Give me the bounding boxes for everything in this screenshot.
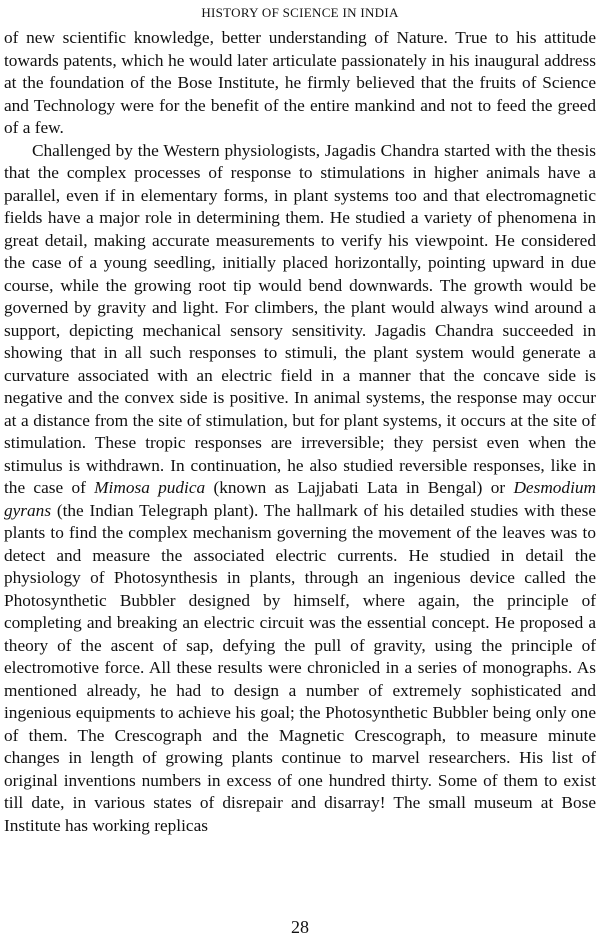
paragraph-2-part-b: (known as Lajjabati Lata in Bengal) or [205,478,514,497]
species-name-desmodium: Desmodium gyrans [4,478,596,520]
paragraph-2 [4,140,596,838]
paragraph-1: of new scientific knowledge, better understanding of Nature. True to his attitude towards patents, which he would later articulate passionately in his inaugural address at the foundation of the Bose Institute, he firmly believed that the fruits of Science and Technology were for the benefit of the entire mankind and not to feed the greed of a few. [4,28,596,137]
running-head: HISTORY OF SCIENCE IN INDIA [201,5,399,20]
paragraph-2-part-a: Challenged by the Western physiologists, Jagadis Chandra started with the thesis that the complex processes of response to stimulations in higher animals have a parallel, even if in elementary forms, in plant systems too and that electromagnetic fields have a major role in determining them. He studied a variety of phenomena in great detail, making accurate measurements to verify his viewpoint. He considered the case of a young seedling, initially placed horizontally, pointing upward in due course, while the growing root tip would bend downwards. The growth would be governed by gravity and light. For climbers, the plant would always wind around a support, depicting mechanical sensory sensitivity. Jagadis Chandra succeeded in showing that in all such responses to stimuli, the plant system would generate a curvature associated with an electric field in a manner that the concave side is negative and the convex side is positive. In animal systems, the response may occur at a distance from the site of stimulation, but for plant systems, it occurs at the site of stimulation. These tropic responses are irreversible; they persist even when the stimulus is withdrawn. In continuation, he also studied reversible responses, like in the case of [4,140,596,497]
paragraph-2-part-c: (the Indian Telegraph plant). The hallmark of his detailed studies with these plants to find the complex mechanism governing the movement of the leaves was to detect and measure the associated electric currents. He studied in detail the physiology of Photosynthesis in plants, through an ingenious device called the Photosynthetic Bubbler designed by himself, where again, the principle of completing and breaking an electric circuit was the essential concept. He proposed a theory of the ascent of sap, defying the pull of gravity, using the principle of electromotive force. All these results were chronicled in a series of monographs. As mentioned already, he had to design a number of extremely sophisticated and ingenious equipments to achieve his goal; the Photosynthetic Bubbler being only one of them. The Crescograph and the Magnetic Crescograph, to measure minute changes in length of growing plants continue to marvel researchers. His list of original inventions numbers in excess of one hundred thirty. Some of them to exist till date, in various states of disrepair and disarray! The small museum at Bose Institute has working replicas [4,500,596,835]
body-text [4,27,596,837]
species-name-mimosa: Mimosa pudica [94,478,206,497]
page-number: 28 [291,917,309,937]
